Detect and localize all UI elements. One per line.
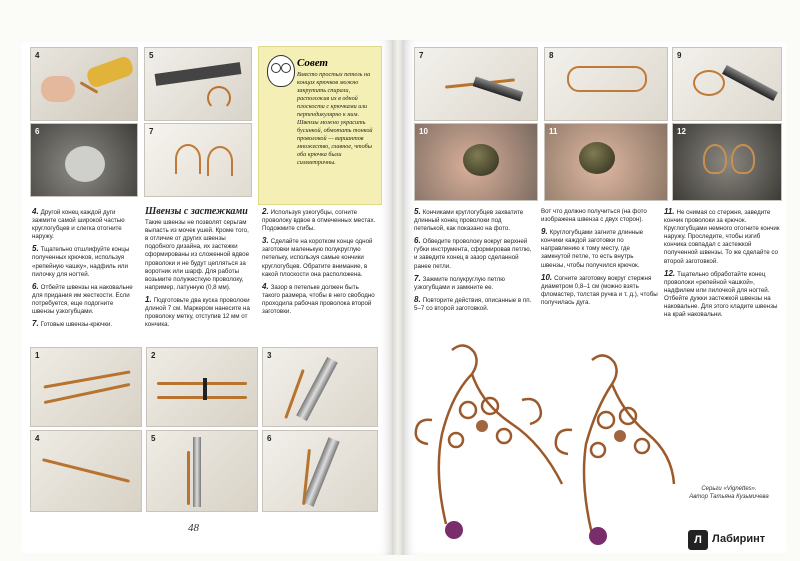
caption-title: Серьги «Vignettes».	[701, 486, 757, 492]
step-paragraph	[414, 275, 532, 292]
pliers-handle	[85, 55, 135, 90]
step-text: Зазор в петельке должен быть такого размера, чтобы в него свободно проходила рабочая проволока второй заготовки.	[262, 283, 375, 316]
step-paragraph	[32, 320, 137, 329]
step-photo	[544, 47, 668, 121]
step-paragraph	[262, 208, 378, 233]
step-text: Кончиками круглогубцев захватите длинный конец проволоки под петелькой, как показано на фото.	[414, 209, 524, 233]
step-number: 6.	[414, 236, 421, 246]
caption-author: Автор Татьяна Кузьмичева	[689, 494, 769, 500]
bead-icon	[579, 142, 615, 174]
photo-number: 1	[35, 351, 40, 360]
step-number: 2.	[262, 207, 269, 216]
step-paragraph	[32, 245, 137, 278]
step-paragraph	[414, 237, 532, 270]
section-heading: Швензы с застежками	[145, 206, 248, 217]
step-paragraph	[541, 228, 659, 269]
step-photo	[30, 47, 138, 121]
step-paragraph	[32, 283, 137, 316]
tip-box	[258, 46, 382, 205]
photo-number: 9	[677, 51, 682, 60]
right-column-1	[414, 208, 532, 317]
photo-number: 12	[677, 127, 686, 136]
step-photo	[144, 123, 252, 197]
photo-number: 5	[151, 434, 156, 443]
logo-text: Лабиринт	[712, 533, 766, 545]
step-text: Отбейте швензы на наковальне для придания им жесткости. Если потребуется, еще подогните швензы узкогубцами.	[32, 283, 133, 316]
step-number: 1.	[145, 294, 152, 304]
step-photo	[672, 47, 782, 121]
step-photo	[262, 430, 378, 512]
pliers-jaw	[722, 65, 778, 101]
step-photo	[144, 47, 252, 121]
step-paragraph	[262, 237, 378, 278]
step-number: 8.	[414, 294, 421, 304]
copper-bead-icon	[614, 430, 626, 442]
section-intro: Такие швензы не позволят серьгам выпасть из мочек ушей. Кроме того, в отличие от других швензы подобного дизайна, их застежки сформированы из сложенной вдвое проволоки и не будут цепляться за воротник или шарф. Для работы возьмите полужесткую проволоку, например, латунную (0,8 мм).	[145, 219, 250, 291]
pliers-jaw	[193, 437, 201, 507]
photo-number: 7	[419, 51, 424, 60]
step-text: Обведите проволоку вокруг верхней губки инструмента, сформировав петлю, и заведите конец в зазор сделанной ранее петли.	[414, 238, 532, 270]
step-photo	[146, 430, 258, 512]
hand-shape	[41, 76, 75, 102]
photo-number: 11	[549, 127, 558, 136]
step-number: 9.	[541, 227, 548, 237]
photo-number: 7	[149, 127, 154, 136]
amethyst-drop-icon	[589, 527, 607, 545]
step-text: Согните заготовку вокруг стержня диаметром 0,8–1 см (можно взять фломастер, толстая ручка и т. д.), чтобы получилась дуга.	[541, 274, 658, 306]
photo-number: 4	[35, 51, 40, 60]
copper-bead-icon	[476, 420, 488, 432]
photo-number: 4	[35, 434, 40, 443]
earring-right	[556, 355, 674, 534]
tip-title: Совет	[297, 57, 328, 69]
step-number: 3.	[262, 236, 269, 246]
step-text: Подготовьте два куска проволоки длиной 7 см. Маркером нанесите на проволоку метку, отступив 12 мм от кончика.	[145, 296, 250, 329]
step-number: 7.	[414, 273, 421, 283]
step-photo	[262, 347, 378, 427]
step-text: Тщательно обработайте конец проволоки «репейной чашкой», надфилем или пилочкой для ногтей. Отбейте дужки застежкой швензы на наковальне. Для этого кладите швензы на край наковальни.	[664, 270, 778, 319]
left-column-3	[262, 208, 378, 320]
left-column-1	[32, 208, 137, 333]
step-paragraph	[32, 208, 137, 241]
step-text: Вот что должно получиться (на фото изображена швенза с двух сторон).	[541, 208, 647, 224]
step-number: 11.	[664, 207, 675, 216]
step-photo	[672, 123, 782, 201]
earring-left	[416, 345, 562, 524]
step-text: Повторите действия, описанные в пп. 5–7 со второй заготовкой.	[414, 296, 532, 312]
right-column-2	[541, 208, 659, 311]
right-column-3	[664, 208, 780, 323]
step-paragraph	[664, 270, 780, 320]
step-text: Зажмите полукруглую петлю узкогубцами и замкните ее.	[414, 275, 505, 291]
step-text: Сделайте на коротком конце одной заготовки маленькую полукруглую петельку, используя самые кончики круглогубцев. Обратите внимание, в какой плоскости она расположена.	[262, 238, 373, 278]
photo-number: 8	[549, 51, 554, 60]
step-photo	[30, 123, 138, 197]
step-paragraph	[541, 208, 659, 224]
step-number: 10.	[541, 272, 553, 282]
step-number: 12.	[664, 268, 676, 278]
photo-number: 6	[35, 127, 40, 136]
step-photo	[414, 47, 538, 121]
step-paragraph	[414, 208, 532, 233]
step-photo	[30, 347, 142, 427]
bead-icon	[463, 144, 499, 176]
step-paragraph	[664, 208, 780, 266]
step-paragraph	[145, 296, 253, 329]
step-photo	[414, 123, 538, 201]
step-paragraph	[414, 296, 532, 313]
page-number: 48	[188, 522, 199, 534]
step-number: 5.	[414, 207, 421, 216]
tip-body: Вместо простых петель на концах крючков можно закрутить спирали, расположив их в одной плоскости с крючками или перпендикулярно к ним. Швензы можно украсить бусинкой, обмотать тонкой проволокой — вариантов множество, главное, чтобы оба крючка были симметричны.	[297, 71, 373, 166]
step-number: 7.	[32, 319, 39, 329]
photo-number: 10	[419, 127, 428, 136]
book-gutter	[392, 40, 404, 555]
labirint-logo	[688, 530, 778, 550]
step-text: Используя узкогубцы, согните проволоку вдвое в отмеченных местах. Подожмите сгибы.	[262, 209, 376, 233]
step-paragraph	[541, 274, 659, 307]
left-column-2	[145, 208, 253, 333]
photo-number: 5	[149, 51, 154, 60]
step-number: 4.	[32, 207, 39, 216]
step-number: 5.	[32, 244, 39, 254]
step-number: 6.	[32, 281, 39, 291]
hammer-head	[65, 146, 105, 182]
amethyst-drop-icon	[445, 521, 463, 539]
step-text: Тщательно отшлифуйте концы полученных крючков, используя «репейную чашку», надфиль или пилочку для ногтей.	[32, 246, 130, 278]
earrings-illustration	[412, 340, 680, 550]
photo-caption	[674, 485, 784, 501]
step-photo	[544, 123, 668, 201]
owl-icon	[267, 55, 295, 87]
step-text: Готовые швензы-крючки.	[40, 321, 113, 329]
labirint-logo-icon: Л	[688, 530, 708, 550]
step-text: Не снимая со стержня, заведите кончик проволоки за крючок. Круглогубцами немного отогните кончик наружу. Проследите, чтобы изгиб кончика совпадал с застежкой полученной швензы. То же сделайте со второй заготовкой.	[664, 209, 780, 265]
file-tool	[155, 62, 242, 86]
step-paragraph	[262, 283, 378, 316]
step-photo	[146, 347, 258, 427]
step-text: Круглогубцами загните длинные кончики каждой заготовки по направлению к тому месту, где замкнутой петле, то есть внутрь швензы, чтобы получился крючок.	[541, 229, 644, 269]
step-photo	[30, 430, 142, 512]
step-text: Другой конец каждой дуги зажмите самой широкой частью круглогубцев и слегка отогните наружу.	[32, 209, 125, 241]
pliers-jaw	[296, 357, 338, 421]
photo-number: 6	[267, 434, 272, 443]
photo-number: 2	[151, 351, 156, 360]
marker-line	[203, 378, 207, 400]
photo-number: 3	[267, 351, 272, 360]
step-number: 4.	[262, 281, 269, 291]
